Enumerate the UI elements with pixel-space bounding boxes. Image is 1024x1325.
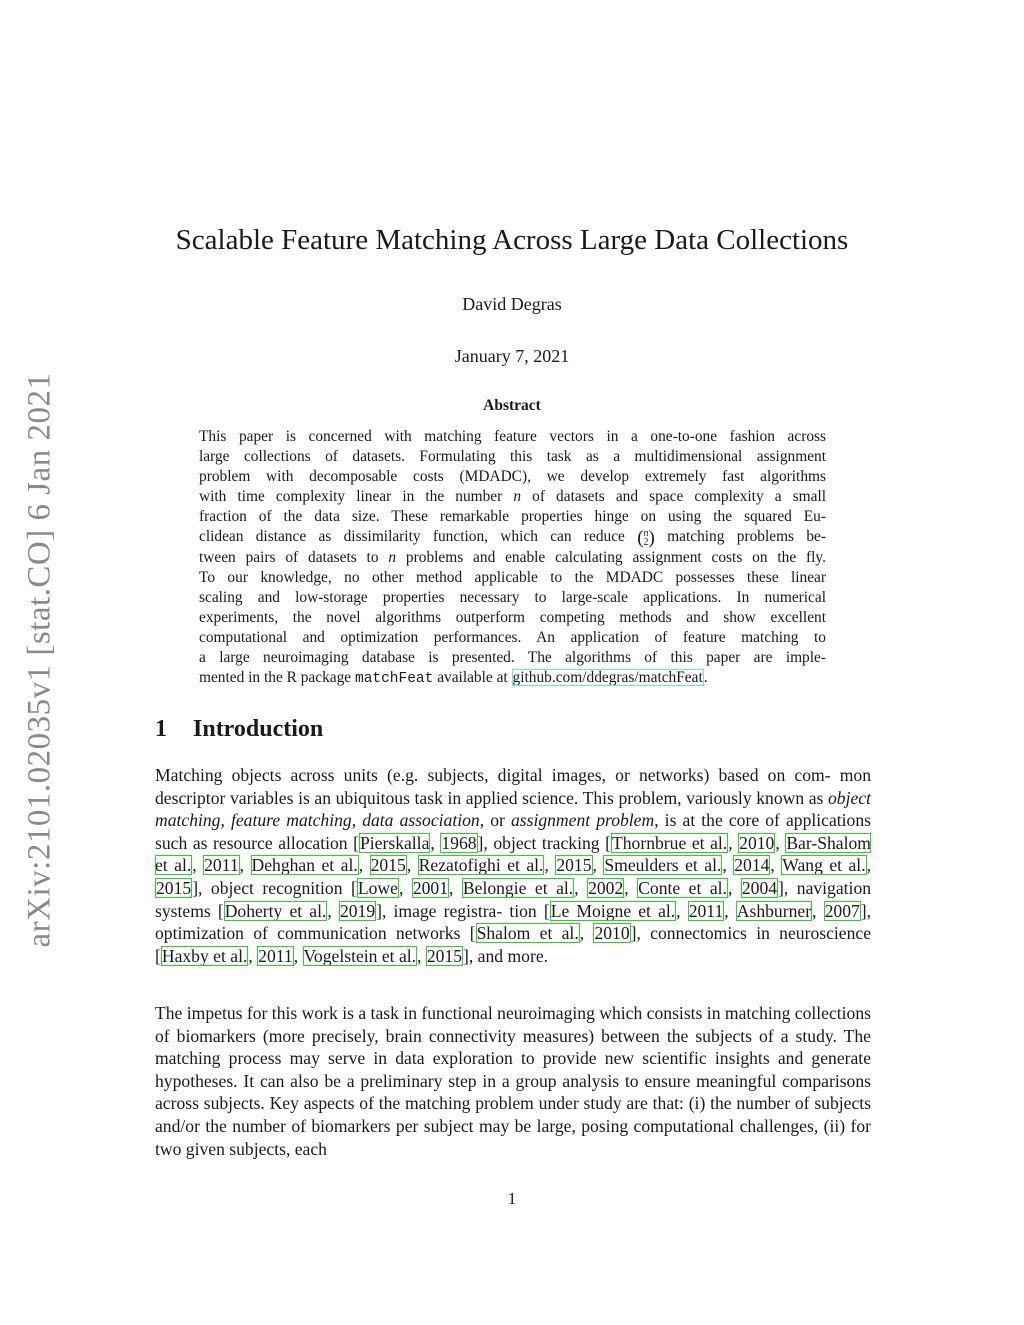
- abstract-line: with time complexity linear in the number n of datasets and space complexity a small: [199, 488, 826, 506]
- citation-link[interactable]: 2015: [370, 855, 406, 876]
- section-title: Introduction: [193, 716, 324, 742]
- citation-link[interactable]: 2004: [741, 877, 778, 898]
- paper-author: David Degras: [462, 294, 562, 314]
- variable-n: n: [388, 548, 397, 566]
- section-heading: [155, 716, 323, 743]
- citation-link[interactable]: 2010: [594, 923, 630, 944]
- abstract-line: To our knowledge, no other method applicable to the MDADC possesses these linear: [199, 568, 826, 586]
- citation-link[interactable]: 2015: [426, 945, 463, 966]
- abstract-line: large collections of datasets. Formulating this task as a multidimensional assignment: [199, 448, 826, 466]
- github-link[interactable]: github.com/ddegras/matchFeat: [512, 669, 703, 687]
- abstract-heading: Abstract: [483, 397, 541, 414]
- citation-link[interactable]: Wang et al.: [782, 855, 866, 876]
- citation-link[interactable]: Smeulders et al.: [604, 855, 722, 876]
- citation-link[interactable]: Bar-Shalom et al.: [155, 832, 871, 876]
- citation-link[interactable]: 2001: [412, 877, 449, 898]
- abstract-line: scaling and low-storage properties necessary to large-scale applications. In numerical: [199, 588, 826, 606]
- page-number: 1: [507, 1189, 517, 1208]
- variable-n: n: [513, 488, 522, 506]
- intro-paragraph-1: Matching objects across units (e.g. subjects, digital images, or networks) based on com- mon descriptor variables is an ubiquitous task in applied science. This problem, variously known as object matching, feature matching, data association, or assignment problem, is at the core of applications such as resource allocation [Pierskalla, 1968], object tracking [Thornbrue et al., 2010, Bar-Shalom et al., 2011, Dehghan et al., 2015, Rezatofighi et al., 2015, Smeulders et al., 2014, Wang et al., 2015], object recognition [Lowe, 2001, Belongie et al., 2002, Conte et al., 2004], navigation systems [Doherty et al., 2019], image registra- tion [Le Moigne et al., 2011, Ashburner, 2007], optimization of communication networks [Shalom et al., 2010], connectomics in neuroscience [Haxby et al., 2011, Vogelstein et al., 2015], and more.: [155, 765, 872, 966]
- citation-link[interactable]: Dehghan et al.: [251, 855, 358, 876]
- citation-link[interactable]: Lowe: [357, 877, 398, 898]
- citation-link[interactable]: Doherty et al.: [224, 900, 327, 921]
- abstract-line: mented in the R package matchFeat available at github.com/ddegras/matchFeat.: [199, 669, 708, 688]
- citation-link[interactable]: Rezatofighi et al.: [418, 855, 544, 876]
- citation-link[interactable]: Shalom et al.: [476, 923, 579, 944]
- citation-link[interactable]: 2002: [588, 877, 624, 898]
- citation-link[interactable]: Conte et al.: [638, 877, 727, 898]
- paper-title: Scalable Feature Matching Across Large Data Collections: [175, 224, 849, 256]
- arxiv-identifier: arXiv:2101.02035v1 [stat.CO] 6 Jan 2021: [21, 372, 58, 948]
- abstract-line: a large neuroimaging database is presented. The algorithms of this paper are imple-: [199, 649, 826, 667]
- citation-link[interactable]: 2011: [258, 945, 293, 966]
- abstract-line: experiments, the novel algorithms outperform competing methods and show excellent: [199, 608, 826, 626]
- section-number: 1: [155, 716, 167, 742]
- citation-link[interactable]: 1968: [441, 832, 477, 853]
- abstract-line: clidean distance as dissimilarity function, which can reduce (n 2) matching problems be-: [199, 527, 826, 549]
- abstract-line: This paper is concerned with matching feature vectors in a one-to-one fashion across: [199, 428, 826, 445]
- abstract-line: tween pairs of datasets to n problems and enable calculating assignment costs on the fly.: [199, 548, 826, 566]
- abstract-line: fraction of the data size. These remarkable properties hinge on using the squared Eu-: [199, 508, 826, 526]
- citation-link[interactable]: Le Moigne et al.: [550, 900, 676, 921]
- abstract-line: problem with decomposable costs (MDADC), we develop extremely fast algorithms: [199, 468, 826, 486]
- package-name: matchFeat: [355, 671, 434, 688]
- citation-link[interactable]: 2014: [734, 855, 770, 876]
- citation-link[interactable]: Pierskalla: [360, 832, 430, 853]
- abstract-body: [199, 427, 826, 688]
- arxiv-stamp: [18, 370, 62, 950]
- citation-link[interactable]: Thornbrue et al.: [612, 832, 728, 853]
- citation-link[interactable]: 2010: [739, 832, 775, 853]
- citation-link[interactable]: Haxby et al.: [161, 945, 248, 966]
- citation-link[interactable]: 2011: [204, 855, 239, 876]
- citation-link[interactable]: 2019: [339, 900, 376, 921]
- intro-paragraph-2: The impetus for this work is a task in functional neuroimaging which consists in matching collections of biomarkers (more precisely, brain connectivity measures) between the subjects of a study. The matching process may serve in data exploration to provide new scientific insights and generate hypotheses. It can also be a preliminary step in a group analysis to ensure meaningful comparisons across subjects. Key aspects of the matching problem under study are that: (i) the number of subjects and/or the number of biomarkers per subject may be large, posing computational challenges, (ii) for two given subjects, each: [155, 1003, 871, 1159]
- binomial-coefficient: (n 2): [637, 527, 655, 549]
- citation-link[interactable]: Ashburner: [736, 900, 812, 921]
- citation-link[interactable]: 2007: [824, 900, 860, 921]
- citation-link[interactable]: 2011: [688, 900, 724, 921]
- citation-link[interactable]: Belongie et al.: [462, 877, 574, 898]
- paper-date: January 7, 2021: [454, 346, 570, 366]
- citation-link[interactable]: Vogelstein et al.: [303, 945, 417, 966]
- citation-link[interactable]: 2015: [556, 855, 592, 876]
- citation-link[interactable]: 2015: [156, 877, 192, 898]
- abstract-line: computational and optimization performances. An application of feature matching to: [199, 628, 826, 646]
